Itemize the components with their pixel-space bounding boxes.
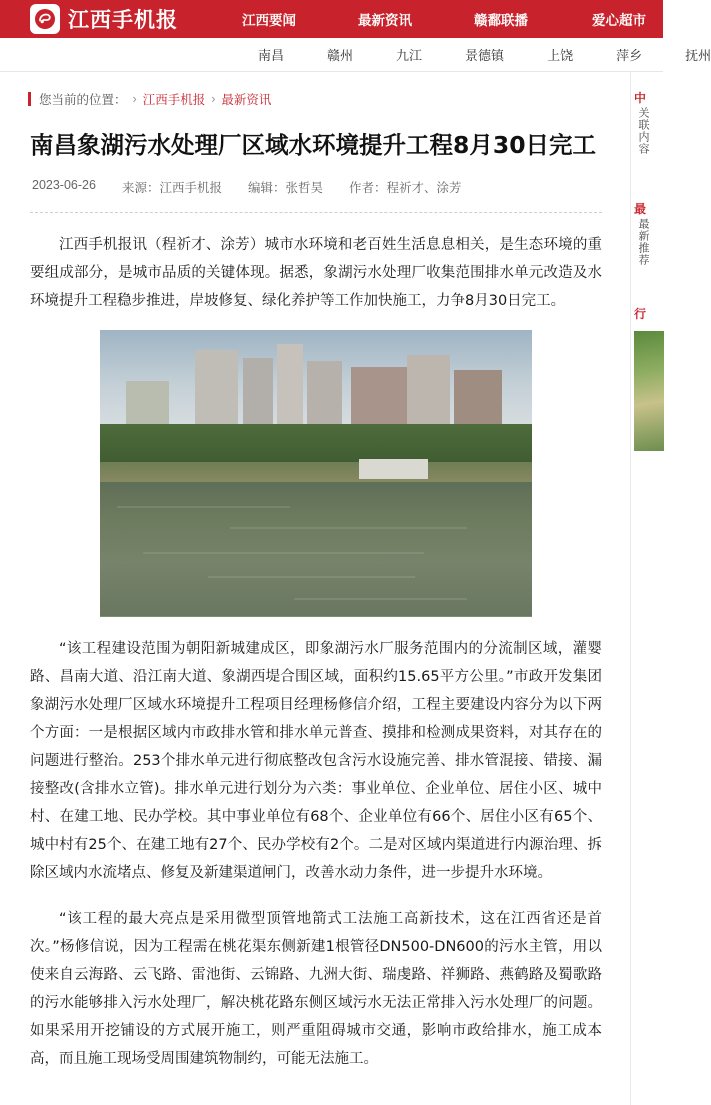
circle-swirl-icon <box>30 4 60 34</box>
city-nav-item-5[interactable]: 萍乡 <box>616 48 643 63</box>
photo-building <box>243 358 273 433</box>
photo-ripple <box>143 552 424 554</box>
breadcrumb-accent-bar <box>28 92 31 106</box>
breadcrumb-item-0[interactable]: 江西手机报 <box>142 93 206 107</box>
article-paragraph-0: 江西手机报讯（程祈才、涂芳）城市水环境和老百姓生活息息相关，是生态环境的重要组成部分，是城市品质的关键体现。据悉，象湖污水处理厂收集范围排水单元改造及水环境提升工程稳步推进，岸坡修复、绿化养护等工作加快施工，力争8月30日完工。 <box>30 237 602 309</box>
photo-ripple <box>294 598 467 600</box>
nav-item-2[interactable]: 赣鄱联播 <box>474 13 528 28</box>
photo-ripple <box>117 506 290 508</box>
rail-block-2-title: 行 <box>634 307 647 321</box>
breadcrumb-separator-1: › <box>211 92 216 106</box>
site-logo[interactable] <box>0 0 222 38</box>
page-title: 南昌象湖污水处理厂区域水环境提升工程8月30日完工 <box>30 131 597 159</box>
photo-building <box>277 344 303 433</box>
article-date: 2023-06-26 <box>32 178 96 192</box>
photo-building <box>195 350 238 433</box>
article-editor: 编辑：张哲昊 <box>247 181 323 195</box>
breadcrumb-item-1[interactable]: 最新资讯 <box>221 93 272 107</box>
article-meta <box>30 178 602 196</box>
article <box>0 128 630 1105</box>
page-body <box>0 72 663 1105</box>
city-nav-item-6[interactable]: 抚州 <box>685 48 711 63</box>
main-nav <box>222 0 663 38</box>
nav-item-1[interactable]: 最新资讯 <box>358 13 412 28</box>
photo-building <box>407 355 450 432</box>
rail-block-1-title: 最 <box>634 202 647 216</box>
right-rail <box>630 72 663 1105</box>
photo-water <box>100 482 532 617</box>
bottom-spacer <box>30 1087 602 1105</box>
city-nav-item-3[interactable]: 景德镇 <box>465 48 505 63</box>
photo-building <box>351 367 407 433</box>
photo-ripple <box>208 576 415 578</box>
site-header <box>0 0 663 38</box>
article-source: 来源：江西手机报 <box>121 181 222 195</box>
rail-block-1-text[interactable]: 最新推荐 <box>637 218 649 266</box>
photo-outfall-wall <box>359 459 428 479</box>
article-photo <box>100 330 532 617</box>
city-nav-item-2[interactable]: 九江 <box>396 48 423 63</box>
rail-block-0 <box>631 90 663 155</box>
rail-block-1 <box>631 201 663 266</box>
city-nav <box>0 38 711 72</box>
rail-block-0-text[interactable]: 关联内容 <box>637 107 649 155</box>
city-nav-item-1[interactable]: 赣州 <box>327 48 354 63</box>
rail-block-0-title: 中 <box>634 91 647 105</box>
breadcrumb-prefix: 您当前的位置： <box>39 93 127 107</box>
meta-divider <box>30 212 602 213</box>
city-nav-item-4[interactable]: 上饶 <box>547 48 574 63</box>
rail-thumbnail[interactable] <box>634 331 664 451</box>
city-nav-item-0[interactable]: 南昌 <box>258 48 285 63</box>
article-author: 作者：程祈才、涂芳 <box>348 181 462 195</box>
photo-building <box>307 361 342 433</box>
article-photo-wrap <box>30 330 602 617</box>
photo-ripple <box>230 527 468 529</box>
rail-block-2 <box>631 306 663 451</box>
nav-item-0[interactable]: 江西要闻 <box>242 13 296 28</box>
article-paragraph-2: “该工程的最大亮点是采用微型顶管地箭式工法施工高新技术，这在江西省还是首次。”杨修信说，因为工程需在桃花渠东侧新建1根管径DN500-DN600的污水主管，用以使来自云海路、云飞路、雷池街、云锦路、九洲大街、瑞虔路、祥狮路、燕鹤路及蜀歌路的污水能够排入污水处理厂，解决桃花路东侧区域污水无法正常排入污水处理厂的问题。如果采用开挖铺设的方式展开施工，则严重阻碍城市交通，影响市政给排水，施工成本高，而且施工现场受周围建筑物制约，可能无法施工。 <box>30 910 602 1067</box>
main-column <box>0 72 630 1105</box>
nav-item-3[interactable]: 爱心超市 <box>592 13 646 28</box>
breadcrumb-separator-0: › <box>132 92 137 106</box>
article-paragraph-1: “该工程建设范围为朝阳新城建成区，即象湖污水厂服务范围内的分流制区域，灌婴路、昌南大道、沿江南大道、象湖西堤合围区域，面积约15.65平方公里。”市政开发集团象湖污水处理厂区域水环境提升工程项目经理杨修信介绍，工程主要建设内容分为以下两个方面：一是根据区域内市政排水管和排水单元普查、摸排和检测成果资料，对其存在的问题进行整治。253个排水单元进行彻底整改包含污水设施完善、排水管混接、错接、漏接整改(含排水立管)。排水单元进行划分为六类：事业单位、企业单位、居住小区、城中村、在建工地、民办学校。其中事业单位有68个、企业单位有66个、居住小区有65个、城中村有25个、在建工地有27个、民办学校有2个。二是对区域内渠道进行内源治理、拆除区域内水流堵点、修复及新建渠道闸门，改善水动力条件，进一步提升水环境。 <box>30 640 602 881</box>
breadcrumb <box>28 88 630 110</box>
site-logo-text: 江西手机报 <box>68 8 178 32</box>
